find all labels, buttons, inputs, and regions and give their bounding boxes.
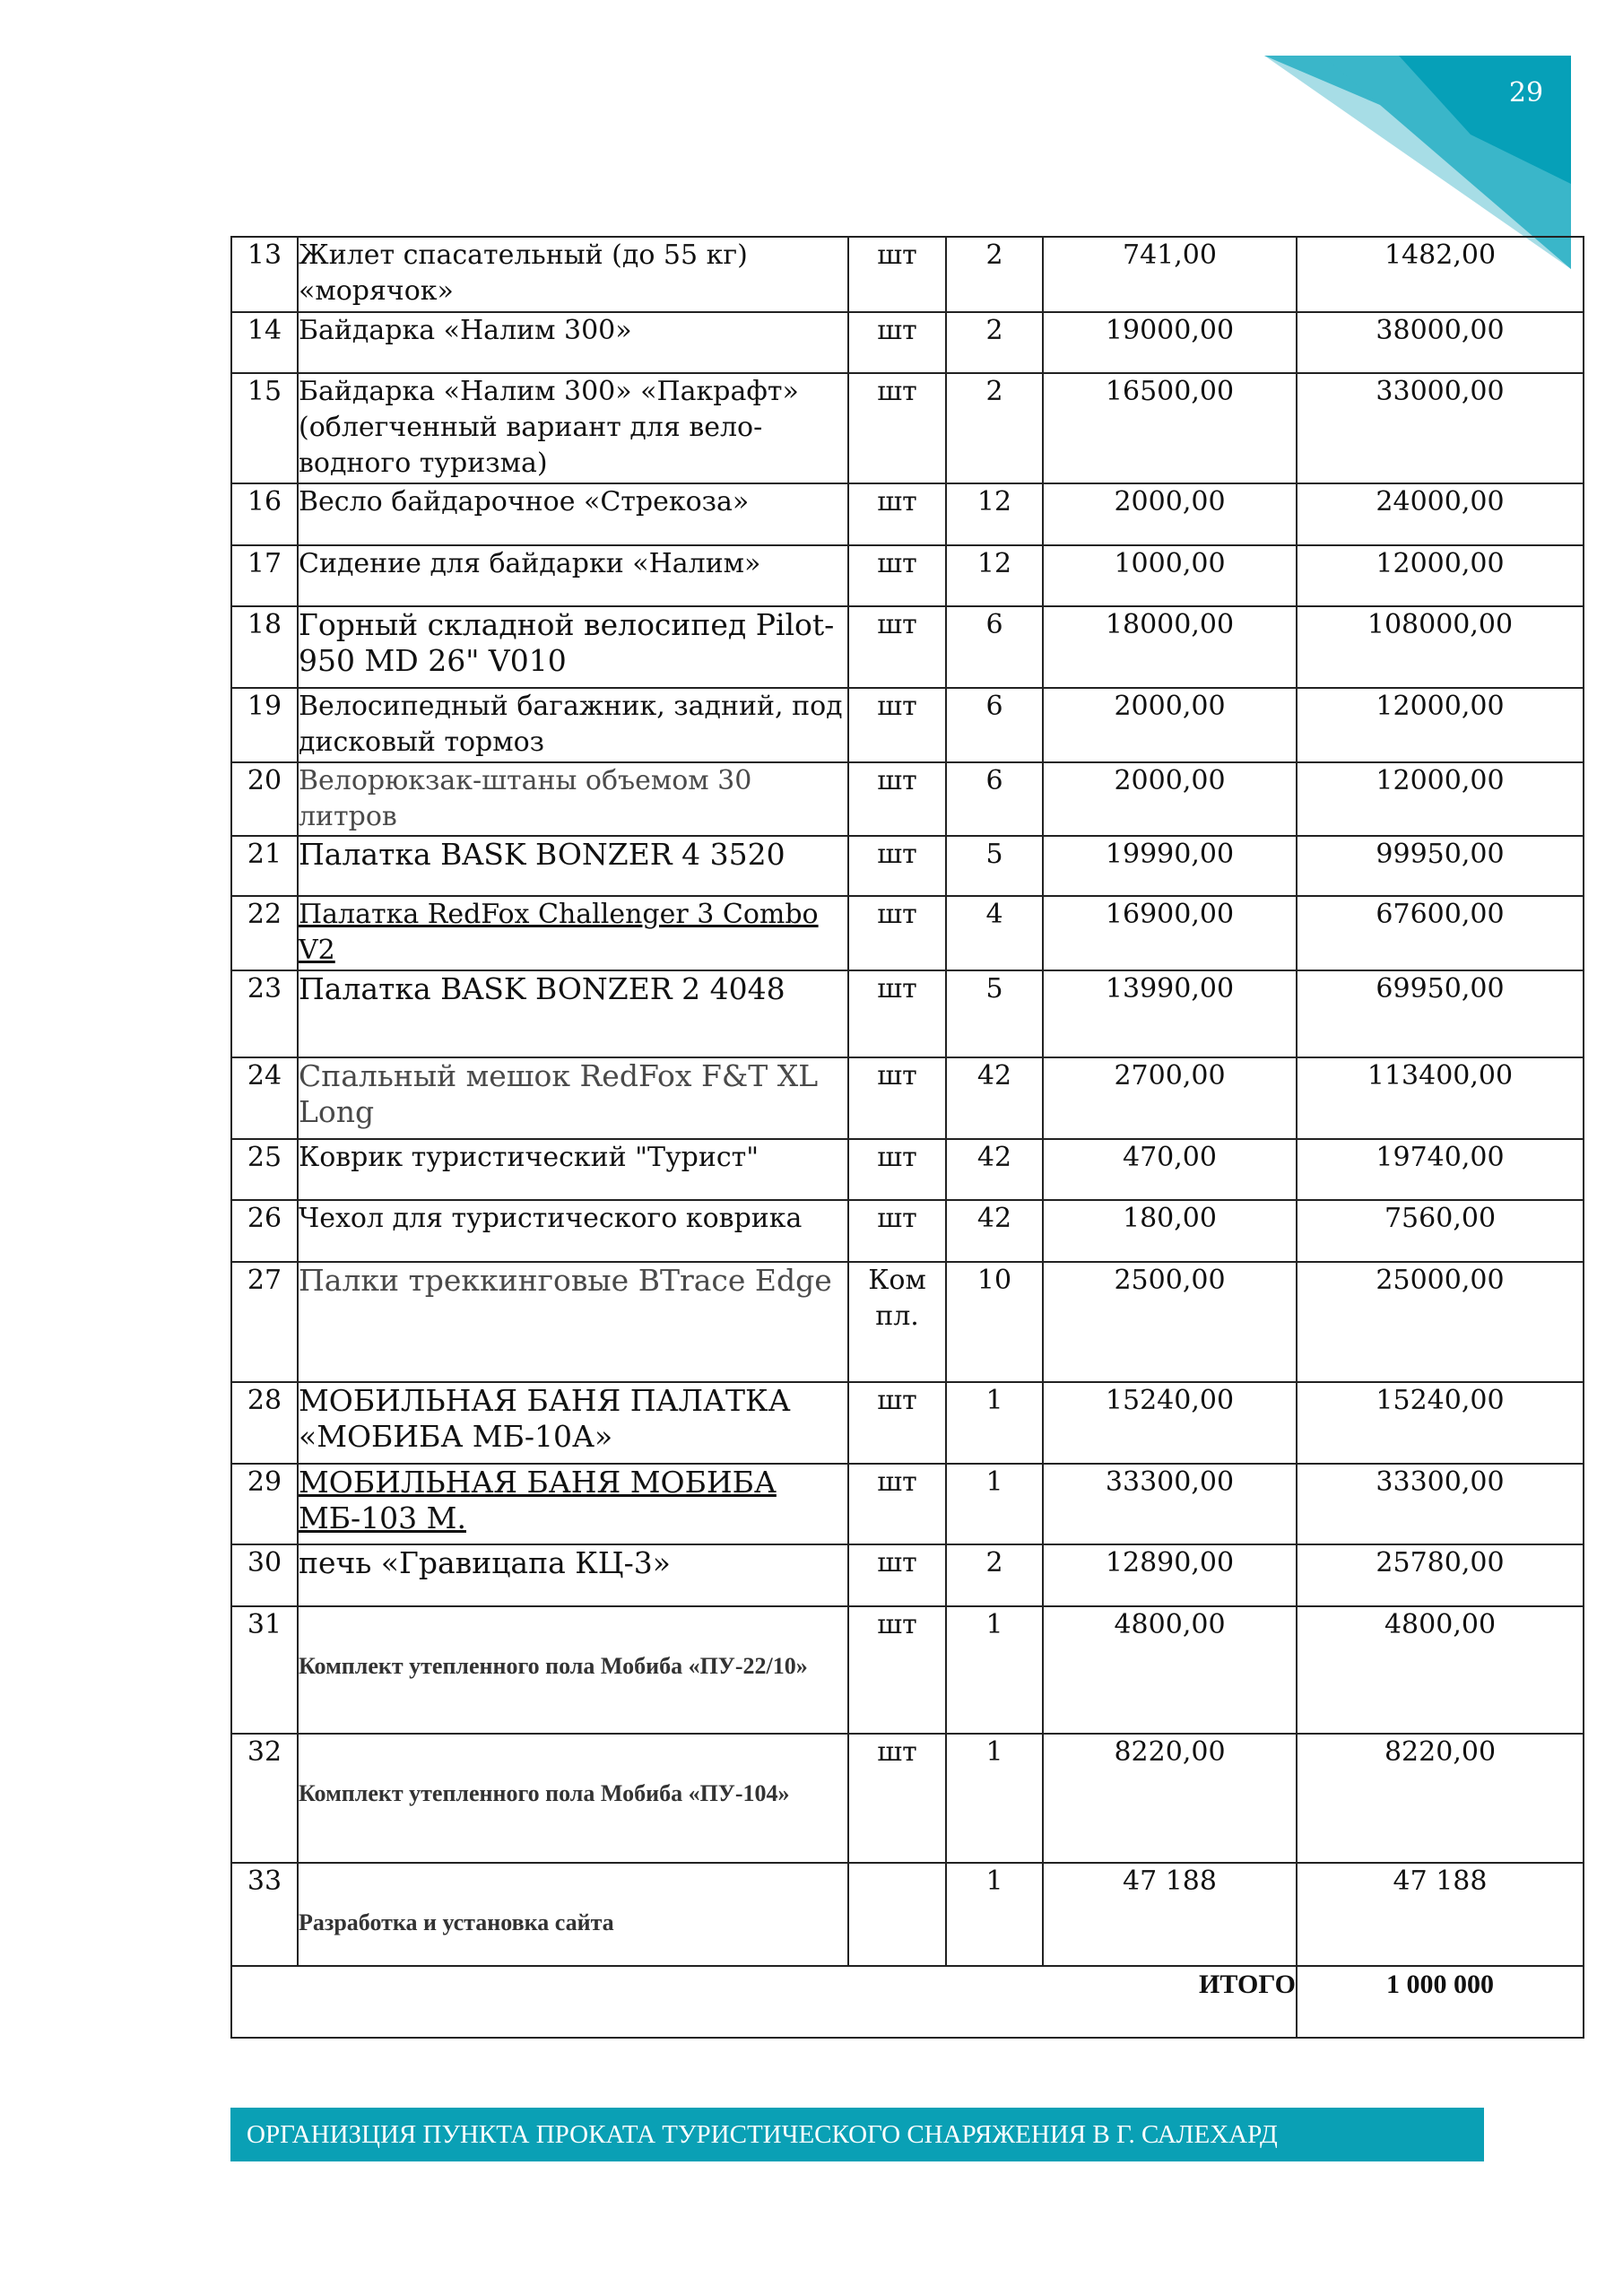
row-number: 26 (247, 1203, 282, 1234)
unit: шт (877, 1060, 917, 1091)
total-sum-cell (1297, 1057, 1584, 1139)
row-number: 21 (247, 839, 282, 870)
total-sum-cell (1297, 1544, 1584, 1606)
item-name: Палатка BASK BONZER 4 3520 (299, 837, 785, 872)
item-name-cell (298, 1464, 848, 1544)
quantity-cell (946, 1734, 1043, 1863)
unit-price-cell (1043, 373, 1297, 483)
row-number-cell (231, 688, 298, 762)
row-number: 25 (247, 1142, 282, 1173)
total-sum: 69950,00 (1376, 973, 1505, 1004)
row-number: 22 (247, 899, 282, 930)
row-number: 33 (247, 1866, 282, 1897)
unit: шт (877, 1385, 917, 1416)
unit: шт (877, 1547, 917, 1578)
row-number: 15 (247, 376, 282, 407)
unit: шт (877, 548, 917, 579)
total-sum-cell (1297, 545, 1584, 606)
total-sum-cell (1297, 312, 1584, 373)
unit-price: 19000,00 (1105, 315, 1235, 346)
quantity: 2 (985, 376, 1003, 407)
quantity-cell (946, 896, 1043, 970)
table-row (231, 1382, 1584, 1464)
unit: шт (877, 376, 917, 407)
quantity: 12 (976, 548, 1012, 579)
unit-price-cell (1043, 1863, 1297, 1966)
item-name-cell (298, 1057, 848, 1139)
unit-price: 12890,00 (1105, 1547, 1235, 1578)
item-name: МОБИЛЬНАЯ БАНЯ ПАЛАТКА «МОБИБА МБ-10А» (299, 1383, 791, 1454)
quantity-cell (946, 1544, 1043, 1606)
item-name: Весло байдарочное «Стрекоза» (299, 486, 750, 517)
unit-price: 2500,00 (1114, 1265, 1226, 1296)
unit: шт (877, 973, 917, 1004)
unit-price-cell (1043, 896, 1297, 970)
row-number-cell (231, 1734, 298, 1863)
total-sum: 67600,00 (1376, 899, 1505, 930)
unit-price-cell (1043, 1464, 1297, 1544)
quantity-cell (946, 1464, 1043, 1544)
unit-cell (848, 312, 946, 373)
quantity-cell (946, 1606, 1043, 1734)
item-name-cell (298, 1863, 848, 1966)
table-row (231, 1057, 1584, 1139)
row-number: 27 (247, 1265, 282, 1296)
row-number-cell (231, 896, 298, 970)
quantity: 2 (985, 239, 1003, 271)
item-name: Горный складной велосипед Pilot-950 MD 26" V010 (299, 607, 835, 678)
unit-price: 19990,00 (1105, 839, 1235, 870)
unit-cell (848, 970, 946, 1057)
unit-price-cell (1043, 970, 1297, 1057)
unit: шт (877, 1466, 917, 1498)
total-sum: 33000,00 (1376, 376, 1505, 407)
unit-price-cell (1043, 1057, 1297, 1139)
row-number-cell (231, 1863, 298, 1966)
item-name: МОБИЛЬНАЯ БАНЯ МОБИБА МБ-103 М. (299, 1465, 777, 1535)
quantity-cell (946, 312, 1043, 373)
total-sum-cell (1297, 1606, 1584, 1734)
table-row (231, 836, 1584, 896)
quantity: 6 (985, 609, 1003, 640)
total-sum-cell (1297, 1734, 1584, 1863)
unit-cell (848, 237, 946, 312)
total-sum: 12000,00 (1376, 691, 1505, 722)
quantity-cell (946, 970, 1043, 1057)
item-name-cell (298, 373, 848, 483)
table-row (231, 545, 1584, 606)
quantity: 42 (976, 1203, 1012, 1234)
item-name-cell (298, 836, 848, 896)
row-number-cell (231, 1139, 298, 1200)
unit-cell (848, 1057, 946, 1139)
unit-price: 15240,00 (1105, 1385, 1235, 1416)
total-sum: 108000,00 (1367, 609, 1514, 640)
table-row (231, 688, 1584, 762)
quantity-cell (946, 1382, 1043, 1464)
unit-cell (848, 483, 946, 545)
row-number: 23 (247, 973, 282, 1004)
item-name-cell (298, 1262, 848, 1382)
unit-price: 2000,00 (1114, 486, 1226, 517)
quantity-cell (946, 688, 1043, 762)
total-sum: 99950,00 (1376, 839, 1505, 870)
item-name: Байдарка «Налим 300» (299, 315, 632, 346)
quantity: 10 (976, 1265, 1012, 1296)
row-number: 29 (247, 1466, 282, 1498)
unit-price: 470,00 (1123, 1142, 1217, 1173)
item-name-cell (298, 1200, 848, 1262)
unit: шт (877, 486, 917, 517)
quantity-cell (946, 483, 1043, 545)
item-name: Разработка и установка сайта (299, 1909, 614, 1935)
table-row (231, 1544, 1584, 1606)
total-sum-cell (1297, 896, 1584, 970)
row-number: 30 (247, 1547, 282, 1578)
unit-price-cell (1043, 1544, 1297, 1606)
total-sum: 47 188 (1393, 1866, 1488, 1897)
table-row (231, 373, 1584, 483)
table-row (231, 1863, 1584, 1966)
unit-price-cell (1043, 312, 1297, 373)
total-sum-cell (1297, 1382, 1584, 1464)
row-number-cell (231, 237, 298, 312)
row-number: 14 (247, 315, 282, 346)
unit-price-cell (1043, 1200, 1297, 1262)
item-name-cell (298, 1139, 848, 1200)
row-number-cell (231, 1200, 298, 1262)
item-name-cell (298, 970, 848, 1057)
total-sum-cell (1297, 1139, 1584, 1200)
table-row (231, 1262, 1584, 1382)
unit-price: 741,00 (1123, 239, 1217, 271)
unit: шт (877, 609, 917, 640)
quantity-cell (946, 373, 1043, 483)
row-number: 28 (247, 1385, 282, 1416)
total-sum: 7560,00 (1384, 1203, 1497, 1234)
unit-cell (848, 896, 946, 970)
quantity-cell (946, 1057, 1043, 1139)
unit-price: 2000,00 (1114, 691, 1226, 722)
total-sum: 12000,00 (1376, 548, 1505, 579)
unit-price-cell (1043, 545, 1297, 606)
unit-price: 33300,00 (1105, 1466, 1235, 1498)
item-name-cell (298, 688, 848, 762)
total-sum-cell (1297, 483, 1584, 545)
item-name: Палатка RedFox Challenger 3 Combo V2 (299, 899, 819, 966)
row-number-cell (231, 970, 298, 1057)
total-sum-cell (1297, 237, 1584, 312)
table-row (231, 1464, 1584, 1544)
row-number-cell (231, 1544, 298, 1606)
unit-cell (848, 1464, 946, 1544)
equipment-table (230, 236, 1584, 2039)
total-sum-cell (1297, 606, 1584, 688)
total-sum-cell (1297, 688, 1584, 762)
unit-price: 16900,00 (1105, 899, 1235, 930)
total-sum-cell (1297, 373, 1584, 483)
unit-price-cell (1043, 836, 1297, 896)
table-row (231, 1734, 1584, 1863)
total-sum-cell (1297, 1200, 1584, 1262)
unit-price: 180,00 (1123, 1203, 1217, 1234)
quantity-cell (946, 237, 1043, 312)
quantity: 1 (985, 1385, 1003, 1416)
unit: шт (877, 899, 917, 930)
total-sum-cell (1297, 836, 1584, 896)
quantity-cell (946, 836, 1043, 896)
unit-cell (848, 1606, 946, 1734)
unit-cell (848, 688, 946, 762)
total-sum: 15240,00 (1376, 1385, 1505, 1416)
page-number: 29 (1508, 77, 1544, 109)
total-sum: 113400,00 (1367, 1060, 1514, 1091)
unit: шт (877, 239, 917, 271)
quantity-cell (946, 762, 1043, 836)
unit-price: 2000,00 (1114, 765, 1226, 796)
quantity-cell (946, 1262, 1043, 1382)
item-name-cell (298, 1734, 848, 1863)
total-sum: 25780,00 (1376, 1547, 1505, 1578)
unit: шт (877, 315, 917, 346)
total-sum-cell (1297, 1262, 1584, 1382)
unit-price: 13990,00 (1105, 973, 1235, 1004)
quantity: 42 (976, 1142, 1012, 1173)
unit-price: 18000,00 (1105, 609, 1235, 640)
row-number: 32 (247, 1736, 282, 1768)
quantity: 1 (985, 1609, 1003, 1640)
unit-price-cell (1043, 762, 1297, 836)
row-number-cell (231, 1262, 298, 1382)
quantity: 4 (985, 899, 1003, 930)
unit-price: 4800,00 (1114, 1609, 1226, 1640)
item-name: Жилет спасательный (до 55 кг) «морячок» (299, 239, 748, 307)
footer-text: ОРГАНИЗЦИЯ ПУНКТА ПРОКАТА ТУРИСТИЧЕСКОГО СНАРЯЖЕНИЯ В Г. САЛЕХАРД (247, 2120, 1278, 2149)
item-name: Велосипедный багажник, задний, под дисковый тормоз (299, 691, 843, 758)
item-name: Комплект утепленного пола Мобиба «ПУ-22/10» (299, 1653, 808, 1679)
unit-cell (848, 762, 946, 836)
unit-cell (848, 1200, 946, 1262)
row-number: 16 (247, 486, 282, 517)
total-sum: 12000,00 (1376, 765, 1505, 796)
item-name: Палки треккинговые BTrace Edge (299, 1263, 832, 1298)
total-value: 1 000 000 (1297, 1966, 1584, 2038)
unit-cell (848, 1544, 946, 1606)
quantity: 42 (976, 1060, 1012, 1091)
row-number-cell (231, 606, 298, 688)
unit: Ком пл. (868, 1265, 926, 1332)
item-name: Палатка BASK BONZER 2 4048 (299, 971, 785, 1006)
quantity-cell (946, 1200, 1043, 1262)
quantity-cell (946, 545, 1043, 606)
unit-cell (848, 836, 946, 896)
unit-price-cell (1043, 606, 1297, 688)
total-sum: 24000,00 (1376, 486, 1505, 517)
table-row (231, 1606, 1584, 1734)
quantity: 6 (985, 765, 1003, 796)
total-row (231, 1966, 1584, 2038)
quantity: 6 (985, 691, 1003, 722)
total-sum: 8220,00 (1384, 1736, 1497, 1768)
total-sum-cell (1297, 1863, 1584, 1966)
item-name: печь «Гравицапа КЦ-3» (299, 1545, 671, 1580)
unit: шт (877, 1736, 917, 1768)
item-name: Спальный мешок RedFox F&T XL Long (299, 1058, 819, 1129)
row-number-cell (231, 1606, 298, 1734)
item-name-cell (298, 1544, 848, 1606)
table-row (231, 970, 1584, 1057)
row-number: 18 (247, 609, 282, 640)
unit-price-cell (1043, 1734, 1297, 1863)
total-sum: 25000,00 (1376, 1265, 1505, 1296)
table-row (231, 312, 1584, 373)
unit: шт (877, 1142, 917, 1173)
item-name: Комплект утепленного пола Мобиба «ПУ-104» (299, 1780, 790, 1806)
unit-price-cell (1043, 1262, 1297, 1382)
unit-price: 2700,00 (1114, 1060, 1226, 1091)
row-number-cell (231, 373, 298, 483)
total-sum: 33300,00 (1376, 1466, 1505, 1498)
unit: шт (877, 839, 917, 870)
item-name: Чехол для туристического коврика (299, 1203, 803, 1234)
row-number: 20 (247, 765, 282, 796)
table-row (231, 896, 1584, 970)
unit-cell (848, 1262, 946, 1382)
row-number-cell (231, 545, 298, 606)
quantity: 5 (985, 973, 1003, 1004)
item-name: Сидение для байдарки «Налим» (299, 548, 761, 579)
item-name: Коврик туристический "Турист" (299, 1142, 759, 1173)
unit-price: 1000,00 (1114, 548, 1226, 579)
footer-banner (230, 2108, 1484, 2161)
total-sum-cell (1297, 1464, 1584, 1544)
row-number-cell (231, 1464, 298, 1544)
item-name: Байдарка «Налим 300» «Пакрафт» (облегченный вариант для вело-водного туризма) (299, 376, 799, 479)
item-name-cell (298, 762, 848, 836)
total-label: ИТОГО (231, 1966, 1297, 2038)
table-row (231, 762, 1584, 836)
unit-price: 16500,00 (1105, 376, 1235, 407)
row-number-cell (231, 312, 298, 373)
row-number-cell (231, 483, 298, 545)
unit-cell (848, 373, 946, 483)
quantity-cell (946, 606, 1043, 688)
row-number: 17 (247, 548, 282, 579)
row-number: 13 (247, 239, 282, 271)
unit-price-cell (1043, 1606, 1297, 1734)
item-name-cell (298, 1382, 848, 1464)
item-name-cell (298, 483, 848, 545)
quantity-cell (946, 1863, 1043, 1966)
unit: шт (877, 1609, 917, 1640)
row-number: 31 (247, 1609, 282, 1640)
quantity: 2 (985, 1547, 1003, 1578)
row-number-cell (231, 762, 298, 836)
table-row (231, 1139, 1584, 1200)
unit-cell (848, 1139, 946, 1200)
unit-cell (848, 1734, 946, 1863)
unit: шт (877, 691, 917, 722)
total-sum: 19740,00 (1376, 1142, 1505, 1173)
total-sum: 1482,00 (1384, 239, 1497, 271)
total-sum-cell (1297, 762, 1584, 836)
table-row (231, 483, 1584, 545)
quantity: 1 (985, 1736, 1003, 1768)
item-name-cell (298, 896, 848, 970)
table-row (231, 606, 1584, 688)
row-number: 24 (247, 1060, 282, 1091)
unit-cell (848, 1863, 946, 1966)
row-number-cell (231, 836, 298, 896)
row-number: 19 (247, 691, 282, 722)
item-name-cell (298, 312, 848, 373)
quantity: 2 (985, 315, 1003, 346)
unit-cell (848, 606, 946, 688)
unit-price-cell (1043, 483, 1297, 545)
item-name-cell (298, 1606, 848, 1734)
quantity: 1 (985, 1866, 1003, 1897)
unit-cell (848, 545, 946, 606)
unit-price-cell (1043, 237, 1297, 312)
table-row (231, 237, 1584, 312)
row-number-cell (231, 1382, 298, 1464)
quantity: 1 (985, 1466, 1003, 1498)
unit: шт (877, 1203, 917, 1234)
item-name-cell (298, 545, 848, 606)
unit-price-cell (1043, 1139, 1297, 1200)
item-name-cell (298, 606, 848, 688)
total-sum: 38000,00 (1376, 315, 1505, 346)
quantity-cell (946, 1139, 1043, 1200)
row-number-cell (231, 1057, 298, 1139)
unit-price: 8220,00 (1114, 1736, 1226, 1768)
unit-price-cell (1043, 1382, 1297, 1464)
quantity: 12 (976, 486, 1012, 517)
unit: шт (877, 765, 917, 796)
unit-price: 47 188 (1123, 1866, 1217, 1897)
total-sum: 4800,00 (1384, 1609, 1497, 1640)
unit-cell (848, 1382, 946, 1464)
quantity: 5 (985, 839, 1003, 870)
table-row (231, 1200, 1584, 1262)
unit-price-cell (1043, 688, 1297, 762)
item-name: Велорюкзак-штаны объемом 30 литров (299, 765, 752, 832)
item-name-cell (298, 237, 848, 312)
total-sum-cell (1297, 970, 1584, 1057)
